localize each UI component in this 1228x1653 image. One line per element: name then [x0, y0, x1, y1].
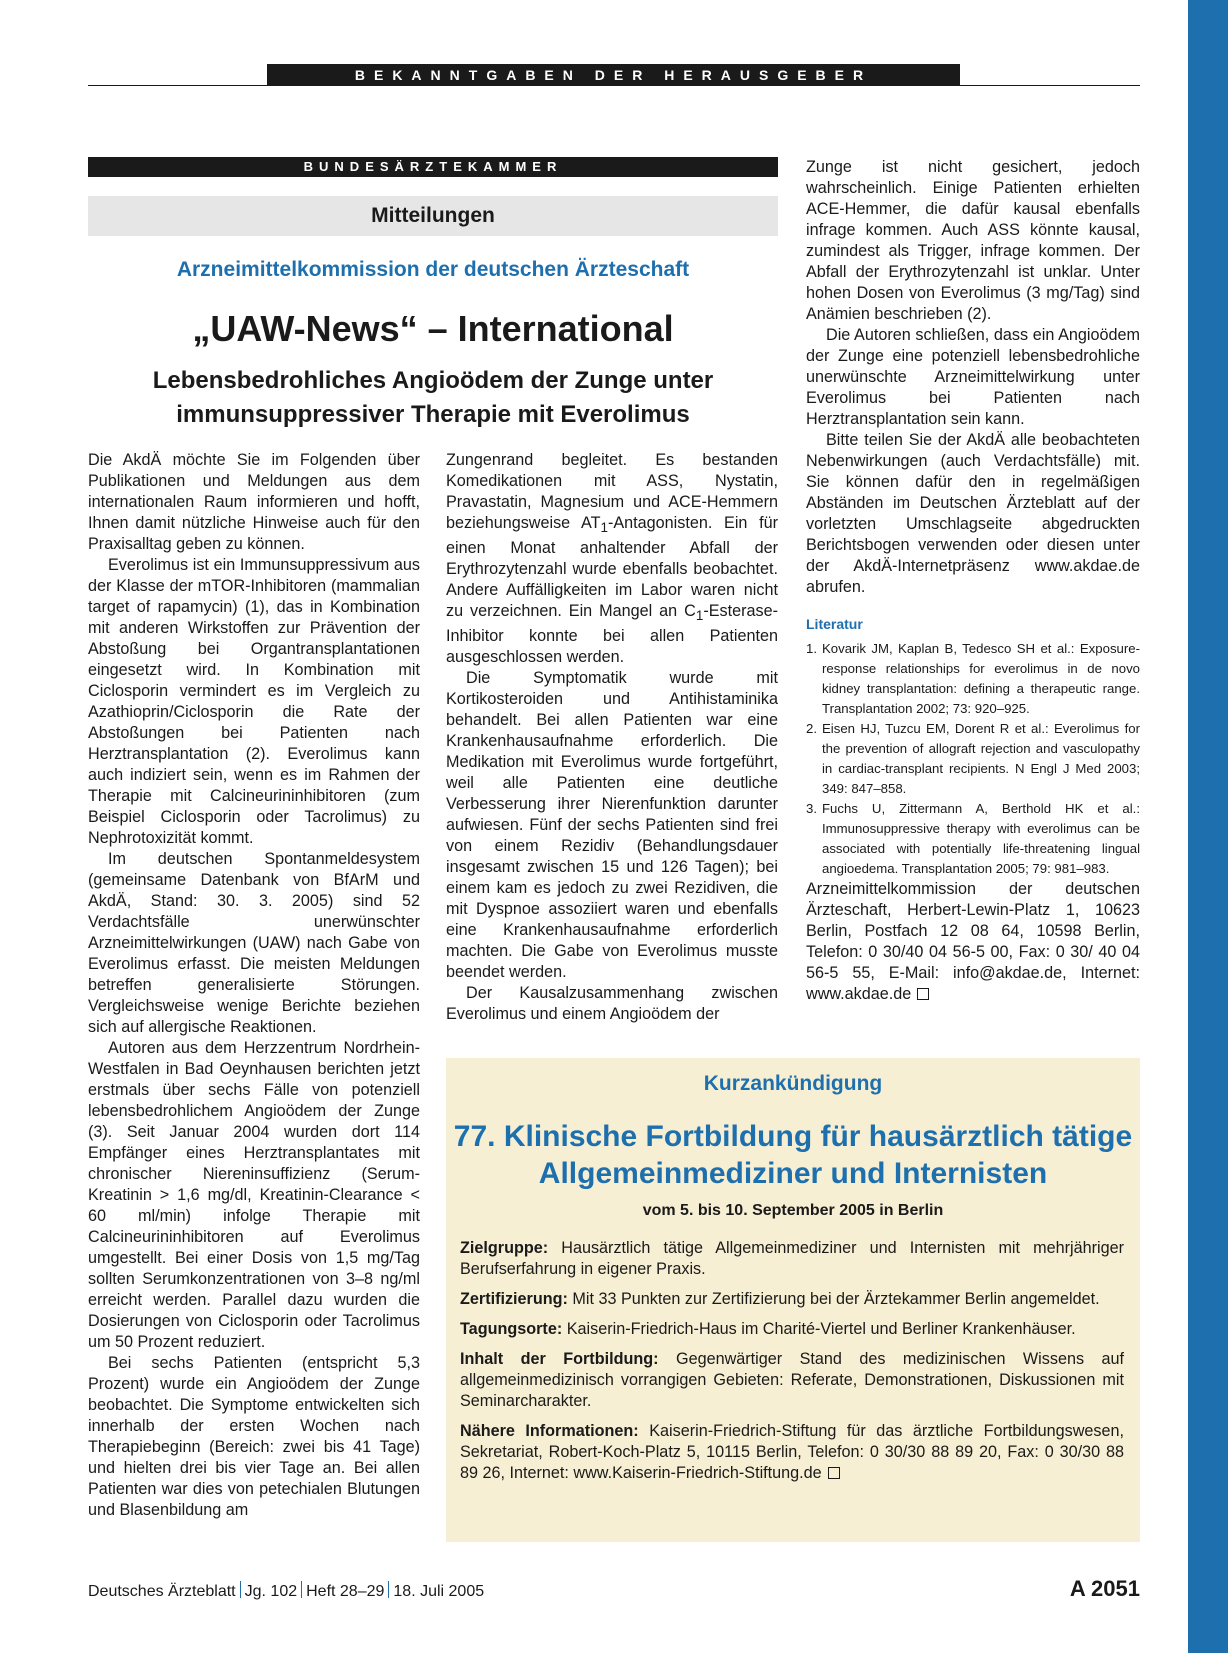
announcement-item [460, 1349, 1124, 1412]
reference-list [806, 639, 1140, 879]
paragraph: Der Kausalzusammenhang zwischen Everolimus und einem Angioödem der [446, 984, 778, 1024]
separator [240, 1581, 241, 1598]
reference-item [806, 639, 1140, 719]
reference-number: 3. [806, 801, 817, 816]
issue: Heft 28–29 [306, 1583, 385, 1600]
subscript: 1 [600, 520, 608, 536]
item-text: Hausärztlich tätige Allgemeinmediziner und Internisten mit mehrjähriger Berufserfahrung in eigener Praxis. [460, 1239, 1125, 1278]
item-label: Tagungsorte: [460, 1320, 563, 1338]
address-text: Arzneimittelkommission der deutschen Ärzteschaft, Herbert-Lewin-Platz 1, 10623 Berlin, Postfach 12 08 64, 10598 Berlin, Telefon: 0 30/40 04 56-5 00, Fax: 0 30/ 40 04 56-5 55, E-Mail: info@akdae.de, Internet: www.akdae.de [806, 880, 1140, 1003]
item-text: Mit 33 Punkten zur Zertifizierung bei der Ärztekammer Berlin angemeldet. [572, 1290, 1100, 1308]
paragraph: Bei sechs Patienten (entspricht 5,3 Prozent) wurde ein Angioödem der Zunge beobachtet. Die Symptome entwickelten sich innerhalb der ersten Wochen nach Therapiebeginn (Bereich: zwei bis 41 Tage) und hielten drei bis vier Tage an. Bei allen Patienten war dies von petechialen Blutungen und Blasenbildung am [88, 1354, 420, 1519]
announcement-label: Kurzankündigung [703, 1072, 883, 1095]
footer-citation [88, 1581, 484, 1601]
subtitle-line-2: immunsuppressiver Therapie mit Everolimus [176, 401, 690, 428]
reference-text: Kovarik JM, Kaplan B, Tedesco SH et al.: Exposure-response relationships for everolimus in de novo kidney transplantation: defining a therapeutic range. Transplantation 2002; 73: 920–925. [822, 641, 1140, 716]
rubric-bar: Mitteilungen [88, 196, 778, 236]
end-mark-icon [828, 1467, 840, 1479]
separator [388, 1581, 389, 1598]
subtitle-line-1: Lebensbedrohliches Angioödem der Zunge unter [152, 367, 714, 394]
item-text: Kaiserin-Friedrich-Stiftung für das ärztliche Fortbildungswesen, Sekretariat, Robert-Koch-Platz 5, 10115 Berlin, Telefon: 0 30/30 88 89 20, Fax: 0 30/30 88 89 26, Internet: www.Kaiserin-Friedrich-Stiftung.de [460, 1422, 1124, 1482]
paragraph: Bitte teilen Sie der AkdÄ alle beobachteten Nebenwirkungen (auch Verdachtsfälle) mit. Sie können dafür den in regelmäßigen Abständen im Deutschen Ärzteblatt auf der vorletzten Umschlagseite abgedruckten Berichtsbogen verwenden oder diesen unter der AkdÄ-Internetpräsenz www.akdae.de abrufen. [806, 431, 1140, 596]
reference-text: Fuchs U, Zittermann A, Berthold HK et al.: Immunosuppressive therapy with everolimus can be associated with potentially life-threatening lingual angioedema. Transplantation 2005; 79: 981–983. [822, 801, 1140, 876]
journal-name: Deutsches Ärzteblatt [88, 1583, 236, 1600]
volume: Jg. 102 [244, 1583, 298, 1600]
announcement-item [460, 1238, 1124, 1280]
page-number: A 2051 [1069, 1576, 1140, 1601]
announcement-item [460, 1289, 1124, 1310]
paragraph: Zunge ist nicht gesichert, jedoch wahrscheinlich. Einige Patienten erhielten ACE-Hemmer, die dafür kausal ebenfalls infrage kommen. Auch ASS könnte kausal, zumindest als Trigger, infrage kommen. Der Abfall der Erythrozytenzahl ist unklar. Unter hohen Dosen von Everolimus (3 mg/Tag) sind Anämien beschrieben (2). [806, 158, 1140, 323]
reference-text: Eisen HJ, Tuzcu EM, Dorent R et al.: Everolimus for the prevention of allograft rejection and vasculopathy in cardiac-transplant recipients. N Engl J Med 2003; 349: 847–858. [822, 721, 1140, 796]
reference-item [806, 799, 1140, 879]
text-run: -Esterase-Inhibitor konnte bei allen Patienten ausgeschlossen werden. [446, 602, 778, 667]
separator [301, 1581, 302, 1598]
text-run: -Antagonisten. Ein für einen Monat anhaltender Abfall der Erythrozytenzahl wurde ebenfalls beobachtet. Andere Auffälligkeiten im Labor waren nicht zu verzeichnen. Ein Mangel an C [446, 514, 778, 621]
announcement-box [446, 1058, 1140, 1542]
issue-date: 18. Juli 2005 [393, 1583, 485, 1600]
paragraph: Die Autoren schließen, dass ein Angioödem der Zunge eine potenziell lebensbedrohliche unerwünschte Arzneimittelwirkung unter Everolimus bei Patienten nach Herztransplantation sein kann. [806, 326, 1140, 428]
item-text: Kaiserin-Friedrich-Haus im Charité-Viertel und Berliner Krankenhäuser. [566, 1320, 1076, 1338]
paragraph: Autoren aus dem Herzzentrum Nordrhein-Westfalen in Bad Oeynhausen berichten jetzt erstmals über sechs Fälle von potenziell lebensbedrohlichem Angioödem der Zunge (3). Seit Januar 2004 wurden dort 114 Empfänger eines Herztransplantates mit chronischer Niereninsuffizienz (Serum-Kreatinin > 1,6 mg/dl, Kreatinin-Clearance < 60 ml/min) infolge Therapie mit Calcineurininhibitoren auf Everolimus umgestellt. Bei einer Dosis von 1,5 mg/Tag sollten Serumkonzentrationen von 3–8 ng/ml erreicht werden. Parallel dazu wurden die Dosierungen von Ciclosporin oder Tacrolimus um 50 Prozent reduziert. [88, 1039, 420, 1351]
announcement-title-line-1: 77. Klinische Fortbildung für hausärztlich tätige [453, 1120, 1133, 1153]
announcement-title [446, 1118, 1140, 1192]
reference-number: 2. [806, 721, 817, 736]
column-2 [446, 450, 778, 1025]
column-3 [806, 157, 1140, 1005]
text-run: Zungenrand begleitet. Es bestanden Komedikationen mit ASS, Nystatin, Pravastatin, Magnesium und ACE-Hemmern beziehungsweise AT [446, 451, 778, 532]
paragraph: Die Symptomatik wurde mit Kortikosteroiden und Antihistaminika behandelt. Bei allen Patienten war eine Krankenhausaufnahme erforderlich. Die Medikation mit Everolimus wurde fortgeführt, weil alle Patienten eine deutliche Verbesserung ihrer Nierenfunktion darunter aufwiesen. Fünf der sechs Patienten sind frei von einem Rezidiv (Behandlungsdauer insgesamt zwischen 15 und 126 Tagen); bei einem kam es jedoch zu zwei Rezidiven, die mit Dyspnoe assoziiert waren und ebenfalls eine Krankenhausaufnahme erforderlich machten. Die Gabe von Everolimus musste beendet werden. [446, 669, 778, 982]
announcement-title-line-2: Allgemeinmediziner und Internisten [538, 1157, 1048, 1190]
article-title: „UAW-News“ – International [192, 308, 674, 349]
announcement-item [460, 1319, 1124, 1340]
article-subtitle [88, 364, 778, 432]
announcement-dates: vom 5. bis 10. September 2005 in Berlin [642, 1202, 944, 1219]
announcement-item [460, 1421, 1124, 1484]
item-label: Zertifizierung: [460, 1290, 568, 1308]
contact-address [806, 879, 1140, 1005]
paragraph [446, 450, 778, 668]
item-label: Nähere Informationen: [460, 1422, 639, 1440]
top-banner: BEKANNTGABEN DER HERAUSGEBER [267, 64, 960, 86]
literature-heading: Literatur [806, 616, 863, 632]
blue-sidebar [1188, 0, 1228, 1653]
section-banner: BUNDESÄRZTEKAMMER [88, 157, 778, 177]
paragraph: Im deutschen Spontanmeldesystem (gemeinsame Datenbank von BfArM und AkdÄ, Stand: 30. 3. 2005) sind 52 Verdachtsfälle unerwünschter Arzneimittelwirkungen (UAW) nach Gabe von Everolimus erfasst. Die meisten Meldungen betreffen generalisierte Störungen. Vergleichsweise wenige Berichte beziehen sich auf allergische Reaktionen. [88, 850, 420, 1036]
end-mark-icon [917, 988, 929, 1000]
reference-number: 1. [806, 641, 817, 656]
reference-item [806, 719, 1140, 799]
item-text: Gegenwärtiger Stand des medizinischen Wissens auf allgemeinmedizinisch vorrangigen Gebieten: Referate, Demonstrationen, Diskussionen mit Seminarcharakter. [460, 1350, 1125, 1410]
item-label: Inhalt der Fortbildung: [460, 1350, 659, 1368]
subscript: 1 [695, 608, 704, 624]
item-label: Zielgruppe: [460, 1239, 549, 1257]
paragraph: Everolimus ist ein Immunsuppressivum aus der Klasse der mTOR-Inhibitoren (mammalian target of rapamycin) (1), das in Kombination mit anderen Wirkstoffen zur Prävention der Abstoßung bei Organtransplantationen eingesetzt wird. In Kombination mit Ciclosporin vermindert es im Vergleich zu Azathioprin/Ciclosporin die Rate der Abstoßungen bei Patienten nach Herztransplantation (2). Everolimus kann auch indiziert sein, wenn es im Rahmen der Therapie mit Calcineurininhibitoren (zum Beispiel Ciclosporin oder Tacrolimus) zu Nephrotoxizität kommt. [88, 556, 420, 847]
column-1 [88, 450, 420, 1521]
paragraph: Die AkdÄ möchte Sie im Folgenden über Publikationen und Meldungen aus dem internationalen Raum informieren und hofft, Ihnen damit nützliche Hinweise auch für den Praxisalltag geben zu können. [88, 451, 420, 553]
commission-heading: Arzneimittelkommission der deutschen Ärzteschaft [176, 258, 690, 281]
announcement-body [460, 1238, 1124, 1493]
